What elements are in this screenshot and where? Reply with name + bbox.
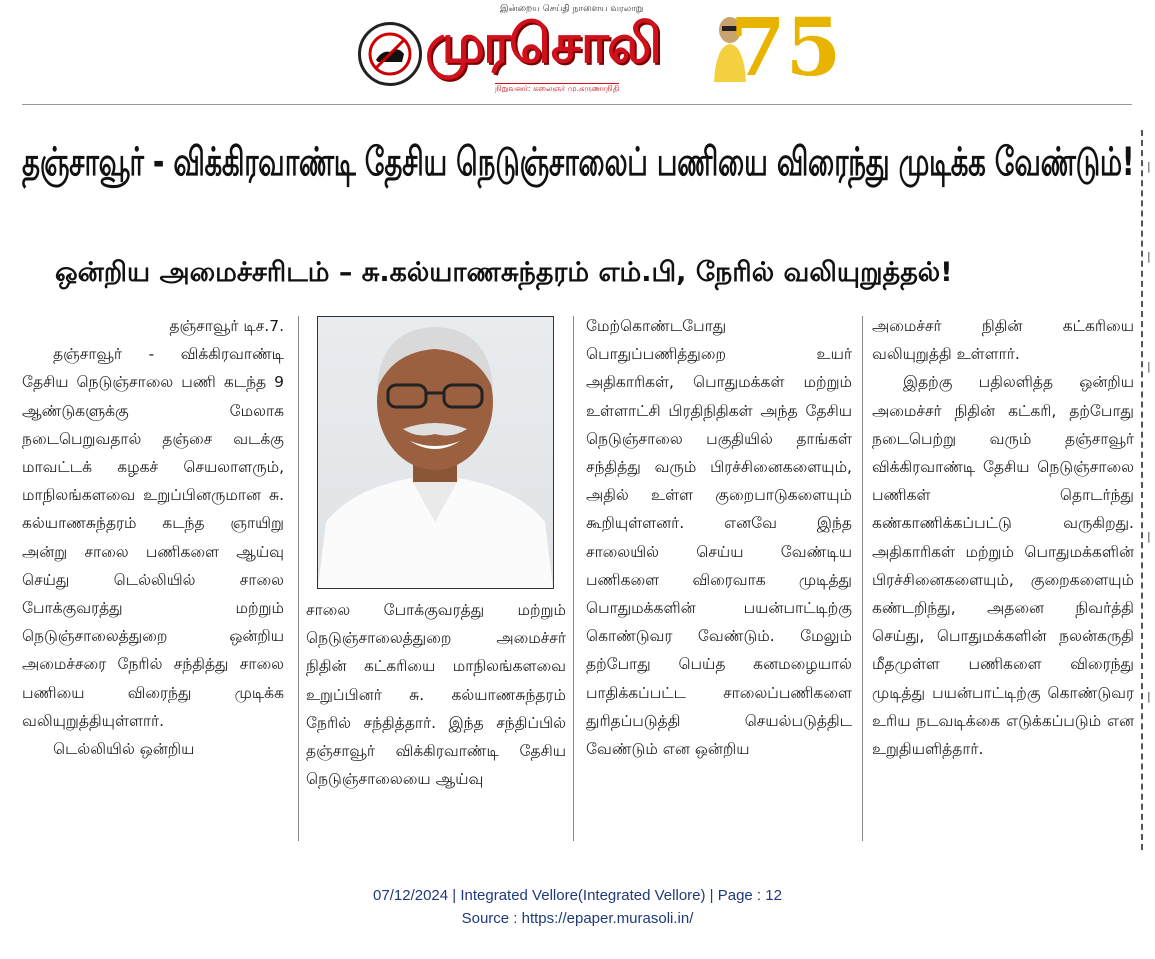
anniversary-number: 75 [730, 0, 842, 94]
edge-glyph: | [1147, 360, 1151, 373]
article-column-1 [22, 312, 284, 763]
edge-glyph: | [1147, 530, 1151, 543]
paragraph: சாலை போக்குவரத்து மற்றும் நெடுஞ்சாலைத்துறை அமைச்சர் நிதின் கட்கரியை மாநிலங்களவை உறுப்பினர் சு. கல்யாணசுந்தரம் நேரில் சந்தித்தார். இந்த சந்திப்பில் தஞ்சாவூர் விக்கிரவாண்டி தேசிய நெடுஞ்சாலையை ஆய்வு [306, 601, 566, 789]
edge-glyph: | [1147, 250, 1151, 263]
paragraph: அமைச்சர் நிதின் கட்கரியை வலியுறுத்தி உள்ளார். [872, 317, 1134, 364]
paragraph: டெல்லியில் ஒன்றிய [53, 740, 195, 759]
logo-subtitle: நிறுவனர்: கலைஞர் மு.கருணாநிதி [495, 84, 620, 93]
article-column-4 [872, 312, 1134, 763]
anniversary-badge [710, 0, 842, 97]
article-column-2 [306, 596, 566, 793]
masthead-tagline: இன்றைய செய்தி நாளைய வரலாறு [500, 4, 644, 14]
footer-source-link[interactable]: Source : https://epaper.murasoli.in/ [461, 910, 694, 927]
dateline: தஞ்சாவூர் டிச.7. [169, 317, 284, 335]
masthead-rule [22, 104, 1132, 105]
column-divider [862, 316, 863, 841]
footer-edition-info: 07/12/2024 | Integrated Vellore(Integrated Vellore) | Page : 12 [373, 887, 782, 904]
paragraph: தஞ்சாவூர் - விக்கிரவாண்டி தேசிய நெடுஞ்சாலை பணி கடந்த 9 ஆண்டுகளுக்கு மேலாக நடைபெறுவதால் தஞ்சை வடக்கு மாவட்டக் கழகச் செயலாளரும், மாநிலங்களவை உறுப்பினருமான சு. கல்யாணசுந்தரம் கடந்த ஞாயிறு அன்று சாலை பணிகளை ஆய்வு செய்து டெல்லியில் சாலை போக்குவரத்து மற்றும் நெடுஞ்சாலைத்துறை ஒன்றிய அமைச்சரை நேரில் சந்தித்து சாலை பணியை விரைந்து முடிக்க வலியுறுத்தியுள்ளார். [22, 345, 284, 730]
article-column-3 [586, 312, 852, 763]
edge-glyph: | [1147, 690, 1151, 703]
masthead [350, 0, 842, 100]
subheadline: ஒன்றிய அமைச்சரிடம் – சு.கல்யாணசுந்தரம் எம்.பி, நேரில் வலியுறுத்தல்! [55, 257, 953, 288]
adjacent-article-edge [1141, 130, 1155, 850]
newspaper-logo: முரசொலி [425, 12, 660, 75]
headline: தஞ்சாவூர் - விக்கிரவாண்டி தேசிய நெடுஞ்சாலைப் பணியை விரைந்து முடிக்க வேண்டும்! [22, 140, 1135, 185]
column-divider [298, 316, 299, 841]
party-emblem-icon [358, 22, 422, 86]
paragraph: மேற்கொண்டபோது பொதுப்பணித்துறை உயர் அதிகாரிகள், பொதுமக்கள் மற்றும் உள்ளாட்சி பிரதிநிதிகள் அந்த தேசிய நெடுஞ்சாலை பகுதியில் தாங்கள் சந்தித்து வரும் பிரச்சினைகளையும், அதில் உள்ள குறைபாடுகளையும் கூறியுள்ளனர். எனவே இந்த சாலையில் செய்ய வேண்டிய பணிகளை விரைவாக முடித்து பொதுமக்களின் பயன்பாட்டிற்கு கொண்டுவர வேண்டும். மேலும் தற்போது பெய்த கனமழையால் பாதிக்கப்பட்ட சாலைப்பணிகளை துரிதப்படுத்தி செயல்படுத்திட வேண்டும் என ஒன்றிய [586, 317, 852, 759]
column-divider [573, 316, 574, 841]
paragraph: இதற்கு பதிலளித்த ஒன்றிய அமைச்சர் நிதின் கட்கரி, தற்போது நடைபெற்று வரும் தஞ்சாவூர் விக்கிரவாண்டி தேசிய நெடுஞ்சாலை பணிகள் தொடர்ந்து கண்காணிக்கப்பட்டு வருகிறது. அதிகாரிகள் மற்றும் பொதுமக்களின் பிரச்சினைகளையும், குறைகளையும் கண்டறிந்து, அதனை நிவர்த்தி செய்து, பொதுமக்களின் நலன்கருதி மீதமுள்ள பணிகளை விரைந்து முடித்து பயன்பாட்டிற்கு கொண்டுவர உரிய நடவடிக்கை எடுக்கப்படும் என உறுதியளித்தார். [872, 373, 1134, 759]
edge-glyph: | [1147, 160, 1151, 173]
portrait-photo [317, 316, 554, 589]
